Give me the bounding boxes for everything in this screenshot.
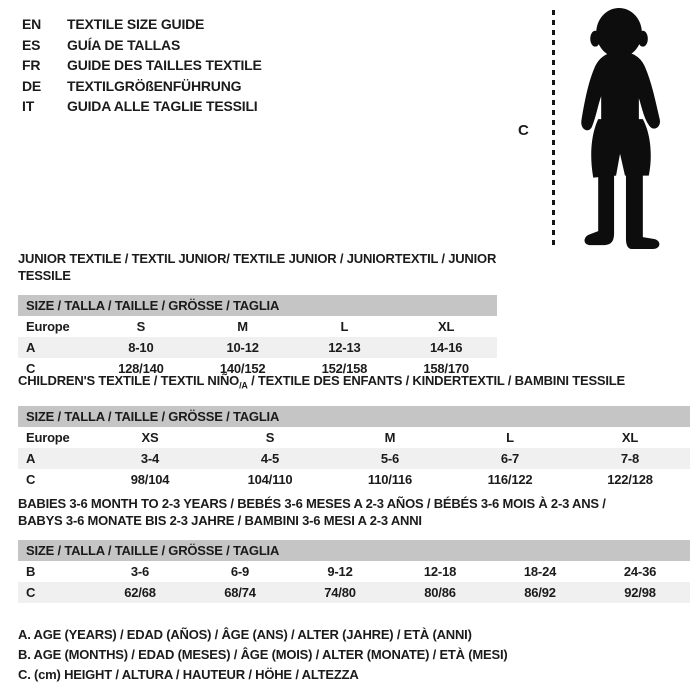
section-childrens-textile [18,372,690,490]
language-row-fr [22,55,262,76]
language-code: EN [22,16,42,32]
height-cell: 158/170 [423,361,469,376]
title-subscript: /A [239,380,248,391]
table-row-age [18,337,497,358]
language-row-de [22,76,262,97]
height-measure-figure [510,6,695,254]
age-cell: 10-12 [192,337,294,358]
age-cell: 6-7 [450,448,570,469]
size-cell: XL [621,429,639,445]
size-cell: XS [141,429,159,445]
height-cell: 104/110 [247,471,293,487]
table-row-months [18,561,690,582]
height-cell: 122/128 [607,471,653,487]
section-title: CHILDREN'S TEXTILE / TEXTIL $NIÑO_{/A}$ / TEXTILE DES ENFANTS / KINDERTEXTIL / BAMBINI TESSILE [18,373,626,391]
language-title: GUÍA DE TALLAS [67,36,181,53]
age-cell: 12-13 [294,337,396,358]
legend [18,625,508,685]
row-label: A [18,448,90,469]
section-title: JUNIOR TEXTILE / TEXTIL JUNIOR/ TEXTILE JUNIOR / JUNIORTEXTIL / JUNIOR TESSILE [18,251,497,283]
age-cell: 8-10 [90,337,192,358]
table-row-europe [18,316,497,337]
height-cell: 68/74 [190,582,290,603]
size-cell: L [340,319,349,334]
height-cell: 86/92 [490,582,590,603]
measure-c-label: C [518,122,529,139]
row-label: C [18,582,90,603]
height-cell: 80/86 [390,582,490,603]
age-cell: 4-5 [210,448,330,469]
section-junior-textile [18,250,497,379]
size-cell: XL [438,319,455,334]
age-cell: 3-4 [90,448,210,469]
age-cell: 14-16 [395,337,497,358]
size-cell: S [265,429,275,445]
junior-size-table [18,295,497,379]
legend-line-a: A. AGE (YEARS) / EDAD (AÑOS) / ÂGE (ANS) / ALTER (JAHRE) / ETÀ (ANNI) [18,627,472,642]
section-babies-textile [18,495,690,603]
row-label: C [26,361,36,376]
table-row-height [18,469,690,490]
language-code: FR [22,57,41,73]
size-header-bar: SIZE / TALLA / TAILLE / GRÖSSE / TAGLIA [18,406,690,427]
age-cell: 5-6 [330,448,450,469]
language-code: IT [22,98,35,114]
months-cell: 3-6 [130,564,150,579]
height-cell: 62/68 [90,582,190,603]
language-list [22,14,262,117]
size-cell: S [136,319,146,334]
language-row-it [22,96,262,117]
height-cell: 140/152 [219,361,266,376]
months-cell: 12-18 [423,564,457,579]
language-code: ES [22,36,41,53]
months-cell: 18-24 [523,564,557,579]
language-title: TEXTILGRÖßENFÜHRUNG [67,77,242,94]
table-row-height [18,582,690,603]
age-cell: 7-8 [570,448,690,469]
legend-line-c: C. (cm) HEIGHT / ALTURA / HAUTEUR / HÖHE / ALTEZZA [18,667,359,682]
row-label: Europe [26,429,70,445]
toddler-silhouette-icon [567,6,679,254]
size-cell: M [384,429,396,445]
legend-line-b: B. AGE (MONTHS) / EDAD (MESES) / ÂGE (MOIS) / ALTER (MONATE) / ETÀ (MESI) [18,647,508,662]
height-cell: 98/104 [130,471,170,487]
language-row-es [22,35,262,56]
language-row-en [22,14,262,35]
row-label: A [18,337,90,358]
height-cell: 74/80 [290,582,390,603]
height-cell: 116/122 [487,471,533,487]
children-size-table [18,406,690,490]
months-cell: 6-9 [230,564,250,579]
babies-size-table [18,540,690,603]
height-cell: 110/116 [367,471,413,487]
language-title: GUIDE DES TAILLES TEXTILE [67,57,262,73]
section-title: BABIES 3-6 MONTH TO 2-3 YEARS / BEBÉS 3-6 MESES A 2-3 AÑOS / BÉBÉS 3-6 MOIS À 2-3 ANS / BABYS 3-6 MONATE BIS 2-3 JAHRE / BAMBINI 3-6 MESI A 2-3 ANNI [18,496,606,528]
size-header-bar: SIZE / TALLA / TAILLE / GRÖSSE / TAGLIA [18,295,497,316]
row-label: C [26,471,36,487]
table-row-age [18,448,690,469]
language-title: GUIDA ALLE TAGLIE TESSILI [67,98,258,114]
row-label: Europe [26,319,70,334]
months-cell: 9-12 [327,564,353,579]
size-cell: M [237,319,248,334]
table-row-europe [18,427,690,448]
dashed-measure-line [552,10,555,250]
language-title: TEXTILE SIZE GUIDE [67,16,205,32]
language-code: DE [22,77,42,94]
row-label: B [26,564,36,579]
height-cell: 92/98 [590,582,690,603]
months-cell: 24-36 [623,564,657,579]
size-cell: L [506,429,514,445]
size-header-bar: SIZE / TALLA / TAILLE / GRÖSSE / TAGLIA [18,540,690,561]
height-cell: 128/140 [118,361,164,376]
height-cell: 152/158 [321,361,368,376]
